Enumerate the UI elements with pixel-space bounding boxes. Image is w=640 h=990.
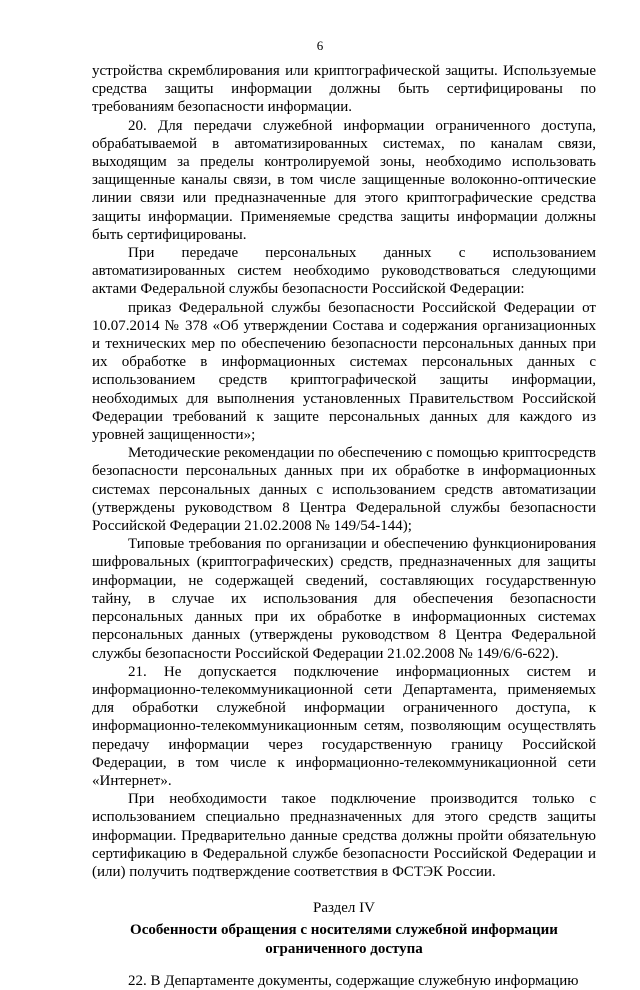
- section-title: Особенности обращения с носителями служебной информации ограниченного доступа: [130, 922, 558, 957]
- paragraph-order-378: приказ Федеральной службы безопасности Российской Федерации от 10.07.2014 № 378 «Об утверждении Состава и содержания организационных и технических мер по обеспечению безопасности персональных данных при их обработке в информационных системах персональных данных с использованием средств криптографической защиты информации, необходимых для выполнения установленных Правительством Российской Федерации требований к защите персональных данных для каждого из уровней защищенности»;: [92, 299, 596, 444]
- paragraph-connection-conditions: При необходимости такое подключение производится только с использованием специально предназначенных для этого средств защиты информации. Предварительно данные средства должны пройти обязательную сертификацию в Федеральной службе безопасности Российской Федерации и (или) получить подтверждение соответствия в ФСТЭК России.: [92, 791, 596, 880]
- section-heading: Раздел IV: [312, 900, 375, 917]
- paragraph-item-22: 22. В Департаменте документы, содержащие служебную информацию: [128, 972, 579, 989]
- paragraph-continuation: устройства скремблирования или криптографической защиты. Используемые средства защиты информации должны быть сертифицированы по требованиям безопасности информации.: [92, 63, 596, 116]
- paragraph-item-20: 20. Для передачи служебной информации ограниченного доступа, обрабатываемой в автоматизированных системах, по каналам связи, выходящим за пределы контролируемой зоны, необходимо использовать защищенные каналы связи, в том числе защищенные волоконно-оптические линии связи или предназначенные для этого криптографические средства защиты информации. Применяемые средства защиты информации должны быть сертифицированы.: [92, 117, 596, 243]
- paragraph-item-21: 21. Не допускается подключение информационных систем и информационно-телекоммуникационной сети Департамента, применяемых для обработки служебной информации ограниченного доступа, к информационно-телекоммуникационным сетям, позволяющим осуществлять передачу информации через государственную границу Российской Федерации, в том числе к информационно-телекоммуникационной сети «Интернет».: [92, 663, 596, 789]
- page-number: 6: [316, 38, 324, 53]
- paragraph-methodical-recommendations: Методические рекомендации по обеспечению с помощью криптосредств безопасности персональных данных при их обработке в информационных системах персональных данных с использованием средств автоматизации (утверждены руководством 8 Центра Федеральной службы безопасности Российской Федерации 21.02.2008 № 149/54-144);: [92, 445, 596, 535]
- paragraph-personal-data-intro: При передаче персональных данных с использованием автоматизированных систем необходимо руководствоваться следующими актами Федеральной службы безопасности Российской Федерации:: [92, 245, 596, 298]
- document-body: [92, 62, 596, 990]
- paragraph-typical-requirements: Типовые требования по организации и обеспечению функционирования шифровальных (криптографических) средств, предназначенных для защиты информации, не содержащей сведений, составляющих государственную тайну, в случае их использования для обеспечения безопасности персональных данных при их обработке в информационных системах персональных данных (утверждены руководством 8 Центра Федеральной службы безопасности Российской Федерации 21.02.2008 № 149/6/6-622).: [92, 536, 596, 662]
